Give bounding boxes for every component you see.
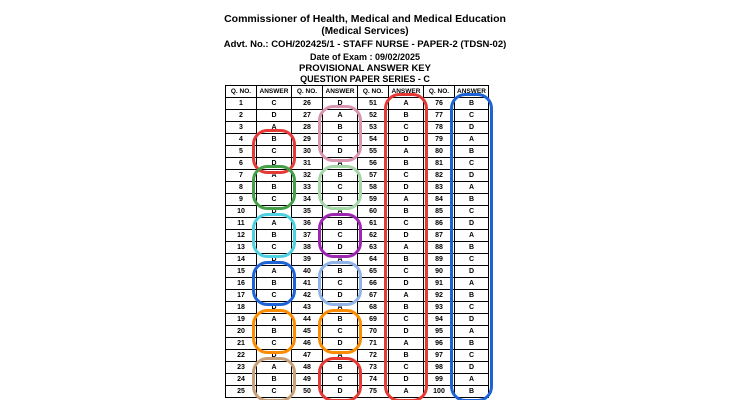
- answer-cell: B: [455, 194, 489, 206]
- question-number-cell: 84: [424, 194, 455, 206]
- question-number-cell: 59: [358, 194, 389, 206]
- question-number-cell: 30: [292, 146, 323, 158]
- answer-cell: A: [257, 266, 292, 278]
- question-number-cell: 65: [358, 266, 389, 278]
- answer-cell: A: [455, 326, 489, 338]
- question-number-cell: 50: [292, 386, 323, 398]
- question-number-cell: 86: [424, 218, 455, 230]
- question-number-cell: 93: [424, 302, 455, 314]
- answer-cell: D: [455, 170, 489, 182]
- table-row: [226, 350, 489, 362]
- answer-cell: B: [455, 146, 489, 158]
- question-number-cell: 97: [424, 350, 455, 362]
- answer-cell: C: [455, 302, 489, 314]
- question-number-cell: 28: [292, 122, 323, 134]
- table-row: [226, 242, 489, 254]
- answer-cell: D: [323, 290, 358, 302]
- answer-cell: C: [389, 362, 424, 374]
- question-number-cell: 41: [292, 278, 323, 290]
- answer-cell: D: [455, 218, 489, 230]
- question-number-cell: 78: [424, 122, 455, 134]
- table-row: [226, 266, 489, 278]
- answer-cell: B: [323, 218, 358, 230]
- question-number-cell: 23: [226, 362, 257, 374]
- table-row: [226, 338, 489, 350]
- answer-cell: C: [257, 386, 292, 398]
- answer-cell: B: [389, 158, 424, 170]
- question-number-cell: 21: [226, 338, 257, 350]
- question-number-cell: 88: [424, 242, 455, 254]
- advertisement-number: Advt. No.: COH/202425/1 - STAFF NURSE - PAPER-2 (TDSN-02): [223, 39, 507, 50]
- answer-cell: D: [389, 182, 424, 194]
- question-number-cell: 10: [226, 206, 257, 218]
- question-number-cell: 33: [292, 182, 323, 194]
- question-number-cell: 73: [358, 362, 389, 374]
- question-number-cell: 81: [424, 158, 455, 170]
- answer-cell: D: [455, 314, 489, 326]
- answer-cell: A: [389, 146, 424, 158]
- answer-cell: D: [257, 254, 292, 266]
- answer-cell: C: [389, 314, 424, 326]
- table-row: [226, 98, 489, 110]
- question-number-cell: 83: [424, 182, 455, 194]
- question-number-cell: 45: [292, 326, 323, 338]
- answer-cell: C: [257, 290, 292, 302]
- answer-cell: A: [257, 218, 292, 230]
- answer-cell: D: [323, 98, 358, 110]
- question-number-cell: 1: [226, 98, 257, 110]
- answer-cell: A: [455, 134, 489, 146]
- org-subtitle: (Medical Services): [321, 26, 409, 37]
- question-number-cell: 24: [226, 374, 257, 386]
- question-number-cell: 63: [358, 242, 389, 254]
- q-no-header: Q. NO.: [358, 86, 389, 98]
- answer-cell: C: [257, 194, 292, 206]
- question-number-cell: 16: [226, 278, 257, 290]
- question-number-cell: 80: [424, 146, 455, 158]
- question-number-cell: 3: [226, 122, 257, 134]
- question-number-cell: 77: [424, 110, 455, 122]
- table-row: [226, 194, 489, 206]
- q-no-header: Q. NO.: [424, 86, 455, 98]
- answer-cell: A: [389, 386, 424, 398]
- table-row: [226, 314, 489, 326]
- answer-cell: A: [389, 194, 424, 206]
- question-number-cell: 31: [292, 158, 323, 170]
- answer-header: ANSWER: [389, 86, 424, 98]
- question-number-cell: 40: [292, 266, 323, 278]
- answer-cell: A: [389, 98, 424, 110]
- answer-cell: D: [389, 374, 424, 386]
- question-number-cell: 27: [292, 110, 323, 122]
- question-number-cell: 74: [358, 374, 389, 386]
- question-number-cell: 57: [358, 170, 389, 182]
- table-row: [226, 386, 489, 398]
- answer-cell: B: [455, 338, 489, 350]
- answer-header: ANSWER: [257, 86, 292, 98]
- question-number-cell: 5: [226, 146, 257, 158]
- q-no-header: Q. NO.: [292, 86, 323, 98]
- question-number-cell: 2: [226, 110, 257, 122]
- question-number-cell: 38: [292, 242, 323, 254]
- question-number-cell: 61: [358, 218, 389, 230]
- table-row: [226, 362, 489, 374]
- question-number-cell: 46: [292, 338, 323, 350]
- answer-cell: A: [455, 182, 489, 194]
- answer-cell: D: [257, 206, 292, 218]
- answer-cell: B: [389, 206, 424, 218]
- answer-cell: B: [389, 302, 424, 314]
- answer-cell: C: [389, 170, 424, 182]
- answer-cell: B: [455, 386, 489, 398]
- answer-cell: D: [257, 158, 292, 170]
- answer-cell: D: [389, 134, 424, 146]
- answer-cell: D: [323, 386, 358, 398]
- answer-cell: A: [257, 362, 292, 374]
- question-number-cell: 32: [292, 170, 323, 182]
- question-number-cell: 6: [226, 158, 257, 170]
- answer-cell: A: [323, 350, 358, 362]
- answer-cell: D: [257, 302, 292, 314]
- question-number-cell: 87: [424, 230, 455, 242]
- question-number-cell: 43: [292, 302, 323, 314]
- answer-cell: D: [323, 146, 358, 158]
- answer-cell: D: [455, 362, 489, 374]
- question-number-cell: 69: [358, 314, 389, 326]
- question-number-cell: 51: [358, 98, 389, 110]
- answer-cell: C: [455, 350, 489, 362]
- question-number-cell: 44: [292, 314, 323, 326]
- question-number-cell: 90: [424, 266, 455, 278]
- answer-cell: A: [323, 302, 358, 314]
- question-number-cell: 53: [358, 122, 389, 134]
- question-number-cell: 64: [358, 254, 389, 266]
- table-row: [226, 290, 489, 302]
- table-row: [226, 146, 489, 158]
- table-row: [226, 110, 489, 122]
- question-number-cell: 47: [292, 350, 323, 362]
- table-row: [226, 134, 489, 146]
- answer-cell: A: [257, 122, 292, 134]
- question-number-cell: 96: [424, 338, 455, 350]
- answer-cell: C: [389, 218, 424, 230]
- question-number-cell: 7: [226, 170, 257, 182]
- question-number-cell: 79: [424, 134, 455, 146]
- question-number-cell: 34: [292, 194, 323, 206]
- question-number-cell: 48: [292, 362, 323, 374]
- answer-cell: D: [389, 230, 424, 242]
- question-number-cell: 14: [226, 254, 257, 266]
- table-row: [226, 218, 489, 230]
- answer-cell: C: [455, 158, 489, 170]
- answer-cell: A: [389, 338, 424, 350]
- answer-cell: B: [323, 362, 358, 374]
- answer-cell: C: [455, 206, 489, 218]
- answer-cell: A: [323, 158, 358, 170]
- answer-cell: B: [389, 350, 424, 362]
- answer-cell: A: [389, 242, 424, 254]
- answer-cell: C: [389, 266, 424, 278]
- question-number-cell: 26: [292, 98, 323, 110]
- answer-cell: A: [257, 170, 292, 182]
- org-title: Commissioner of Health, Medical and Medical Education: [224, 13, 506, 25]
- question-number-cell: 49: [292, 374, 323, 386]
- answer-cell: C: [257, 242, 292, 254]
- question-number-cell: 29: [292, 134, 323, 146]
- answer-cell: B: [323, 314, 358, 326]
- answer-cell: B: [389, 110, 424, 122]
- answer-cell: B: [323, 122, 358, 134]
- question-number-cell: 75: [358, 386, 389, 398]
- question-number-cell: 68: [358, 302, 389, 314]
- question-number-cell: 18: [226, 302, 257, 314]
- table-row: [226, 326, 489, 338]
- answer-cell: D: [389, 278, 424, 290]
- question-number-cell: 99: [424, 374, 455, 386]
- exam-date: Date of Exam : 09/02/2025: [309, 52, 421, 62]
- answer-cell: A: [455, 278, 489, 290]
- question-number-cell: 91: [424, 278, 455, 290]
- table-row: [226, 302, 489, 314]
- answer-cell: B: [323, 170, 358, 182]
- question-number-cell: 52: [358, 110, 389, 122]
- question-number-cell: 42: [292, 290, 323, 302]
- answer-cell: A: [455, 230, 489, 242]
- question-number-cell: 55: [358, 146, 389, 158]
- answer-cell: C: [257, 146, 292, 158]
- question-number-cell: 39: [292, 254, 323, 266]
- answer-cell: C: [323, 326, 358, 338]
- answer-cell: C: [257, 338, 292, 350]
- answer-cell: D: [257, 350, 292, 362]
- question-number-cell: 70: [358, 326, 389, 338]
- answer-cell: C: [257, 98, 292, 110]
- question-number-cell: 85: [424, 206, 455, 218]
- question-number-cell: 98: [424, 362, 455, 374]
- question-number-cell: 9: [226, 194, 257, 206]
- question-number-cell: 12: [226, 230, 257, 242]
- question-number-cell: 13: [226, 242, 257, 254]
- answer-cell: D: [389, 326, 424, 338]
- question-number-cell: 25: [226, 386, 257, 398]
- question-number-cell: 22: [226, 350, 257, 362]
- table-row: [226, 182, 489, 194]
- paper-series: QUESTION PAPER SERIES - C: [300, 74, 430, 84]
- question-number-cell: 17: [226, 290, 257, 302]
- question-number-cell: 82: [424, 170, 455, 182]
- question-number-cell: 4: [226, 134, 257, 146]
- table-row: [226, 206, 489, 218]
- answer-cell: B: [323, 266, 358, 278]
- answer-cell: B: [257, 374, 292, 386]
- question-number-cell: 94: [424, 314, 455, 326]
- answer-cell: D: [455, 122, 489, 134]
- answer-header: ANSWER: [323, 86, 358, 98]
- question-number-cell: 35: [292, 206, 323, 218]
- answer-cell: B: [455, 242, 489, 254]
- question-number-cell: 36: [292, 218, 323, 230]
- question-number-cell: 15: [226, 266, 257, 278]
- document-title: PROVISIONAL ANSWER KEY: [299, 63, 431, 74]
- table-row: [226, 230, 489, 242]
- answer-cell: A: [455, 374, 489, 386]
- question-number-cell: 62: [358, 230, 389, 242]
- answer-cell: B: [389, 254, 424, 266]
- answer-key-table: [225, 85, 489, 398]
- question-number-cell: 8: [226, 182, 257, 194]
- question-number-cell: 66: [358, 278, 389, 290]
- answer-cell: C: [323, 134, 358, 146]
- answer-cell: D: [323, 242, 358, 254]
- answer-cell: D: [323, 338, 358, 350]
- answer-cell: A: [257, 314, 292, 326]
- answer-cell: B: [455, 290, 489, 302]
- question-number-cell: 54: [358, 134, 389, 146]
- table-row: [226, 170, 489, 182]
- question-number-cell: 92: [424, 290, 455, 302]
- answer-cell: C: [455, 254, 489, 266]
- answer-cell: C: [323, 230, 358, 242]
- table-header-row: [226, 86, 489, 98]
- answer-cell: C: [455, 110, 489, 122]
- question-number-cell: 60: [358, 206, 389, 218]
- q-no-header: Q. NO.: [226, 86, 257, 98]
- table-row: [226, 374, 489, 386]
- question-number-cell: 67: [358, 290, 389, 302]
- answer-cell: B: [257, 134, 292, 146]
- answer-cell: D: [323, 194, 358, 206]
- answer-cell: A: [323, 254, 358, 266]
- question-number-cell: 100: [424, 386, 455, 398]
- question-number-cell: 71: [358, 338, 389, 350]
- question-number-cell: 20: [226, 326, 257, 338]
- question-number-cell: 89: [424, 254, 455, 266]
- question-number-cell: 19: [226, 314, 257, 326]
- answer-cell: D: [455, 266, 489, 278]
- answer-header: ANSWER: [455, 86, 489, 98]
- table-row: [226, 122, 489, 134]
- answer-cell: B: [257, 230, 292, 242]
- table-row: [226, 158, 489, 170]
- answer-cell: A: [323, 110, 358, 122]
- question-number-cell: 95: [424, 326, 455, 338]
- question-number-cell: 37: [292, 230, 323, 242]
- answer-cell: B: [257, 278, 292, 290]
- answer-cell: C: [323, 374, 358, 386]
- answer-cell: C: [323, 182, 358, 194]
- question-number-cell: 72: [358, 350, 389, 362]
- answer-cell: A: [389, 290, 424, 302]
- answer-cell: D: [257, 110, 292, 122]
- answer-cell: C: [323, 278, 358, 290]
- question-number-cell: 58: [358, 182, 389, 194]
- question-number-cell: 11: [226, 218, 257, 230]
- answer-cell: A: [323, 206, 358, 218]
- answer-cell: B: [257, 182, 292, 194]
- answer-cell: C: [389, 122, 424, 134]
- question-number-cell: 76: [424, 98, 455, 110]
- question-number-cell: 56: [358, 158, 389, 170]
- answer-cell: B: [257, 326, 292, 338]
- table-row: [226, 254, 489, 266]
- table-row: [226, 278, 489, 290]
- answer-cell: B: [455, 98, 489, 110]
